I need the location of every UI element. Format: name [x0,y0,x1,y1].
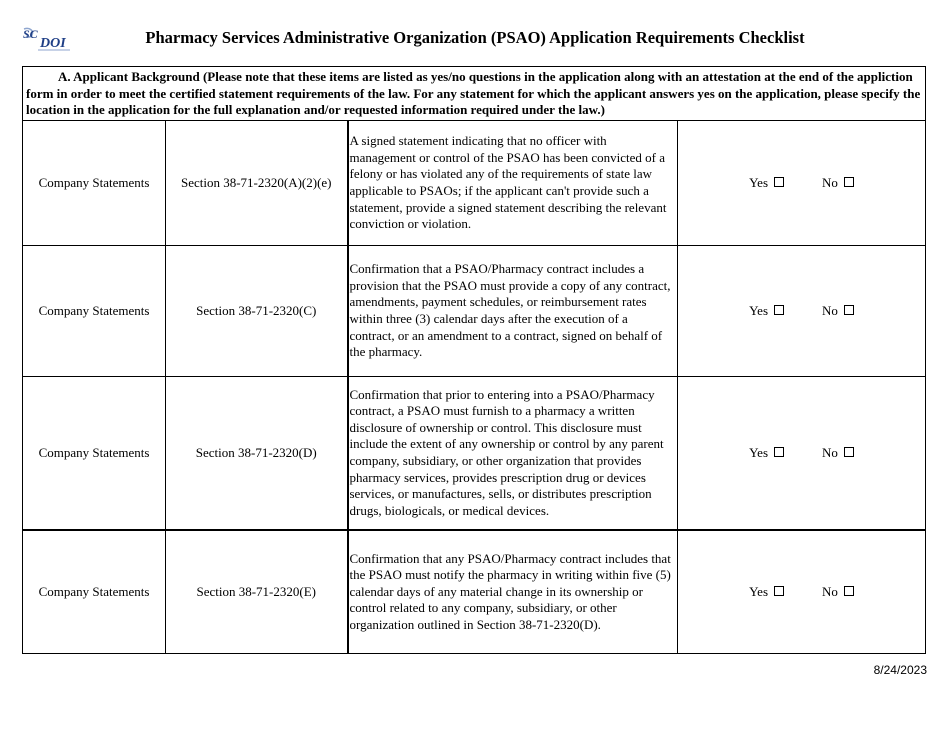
yes-checkbox-icon[interactable] [774,177,784,187]
no-option[interactable] [822,303,854,320]
no-option[interactable] [822,584,854,601]
no-checkbox-icon[interactable] [844,586,854,596]
yes-checkbox-icon[interactable] [774,447,784,457]
table-row [23,246,926,377]
requirements-table [22,66,926,654]
row-answer [678,377,926,531]
row-description: Confirmation that a PSAO/Pharmacy contract includes a provision that the PSAO must provide a copy of any contract, amendments, payment schedules, or reimbursement rates within three (3) calendar days after the execution of a contract, or an amendment to a contract, signed on behalf of the pharmacy. [348,246,678,377]
row-category: Company Statements [23,121,166,246]
no-label: No [822,174,838,190]
table-row [23,530,926,654]
page-title-text: Pharmacy Services Administrative Organization (PSAO) Application Requirements Checklist [145,28,805,47]
section-heading-text: A. Applicant Background (Please note that these items are listed as yes/no questions in the application along with an attestation at the end of the appliction form in order to meet the certified statement requirements of the law. For any statement for which the applicant answers yes on the application, please specify the location in the application for the full explanation and/or requested information required under the law.) [26,69,921,118]
table-row [23,377,926,531]
row-category: Company Statements [23,530,166,654]
no-label: No [822,302,838,318]
yes-option[interactable] [749,584,784,601]
no-checkbox-icon[interactable] [844,305,854,315]
row-category: Company Statements [23,246,166,377]
row-description: A signed statement indicating that no officer with management or control of the PSAO has been convicted of a felony or has violated any of the requirements of state law applicable to PSAOs; if the applicant can't provide such a statement, provide a signed statement describing the relevant conviction or violation. [348,121,678,246]
row-section: Section 38-71-2320(A)(2)(e) [166,121,348,246]
yes-label: Yes [749,444,769,460]
row-description: Confirmation that prior to entering into a PSAO/Pharmacy contract, a PSAO must furnish to a pharmacy a written disclosure of ownership or control. This disclosure must include the extent of any ownership or control by any parent company, subsidiary, or other organization that provides pharmacy services, provides prescription drug or devices services, or manufactures, sells, or distributes prescription drugs, biologicals, or medical devices. [348,377,678,531]
yes-checkbox-icon[interactable] [774,305,784,315]
row-section: Section 38-71-2320(E) [166,530,348,654]
table-row [23,121,926,246]
row-section: Section 38-71-2320(D) [166,377,348,531]
footer-date: 8/24/2023 [873,663,927,677]
no-option[interactable] [822,445,854,462]
page-title [0,28,950,48]
yes-option[interactable] [749,175,784,192]
row-description: Confirmation that any PSAO/Pharmacy contract includes that the PSAO must notify the pharmacy in writing within five (5) calendar days of any material change in its ownership or control related to any company, subsidiary, or other organization outlined in Section 38-71-2320(D). [348,530,678,654]
row-category: Company Statements [23,377,166,531]
yes-checkbox-icon[interactable] [774,586,784,596]
section-heading [23,67,926,121]
yes-label: Yes [749,302,769,318]
logo-text-bottom: DOI [40,36,66,51]
row-answer [678,530,926,654]
yes-label: Yes [749,174,769,190]
section-header-row [23,67,926,121]
no-checkbox-icon[interactable] [844,447,854,457]
no-option[interactable] [822,175,854,192]
no-label: No [822,444,838,460]
yes-option[interactable] [749,445,784,462]
row-answer [678,121,926,246]
no-label: No [822,583,838,599]
no-checkbox-icon[interactable] [844,177,854,187]
yes-label: Yes [749,583,769,599]
row-section: Section 38-71-2320(C) [166,246,348,377]
row-answer [678,246,926,377]
logo-text-top: SC [23,27,38,41]
yes-option[interactable] [749,303,784,320]
